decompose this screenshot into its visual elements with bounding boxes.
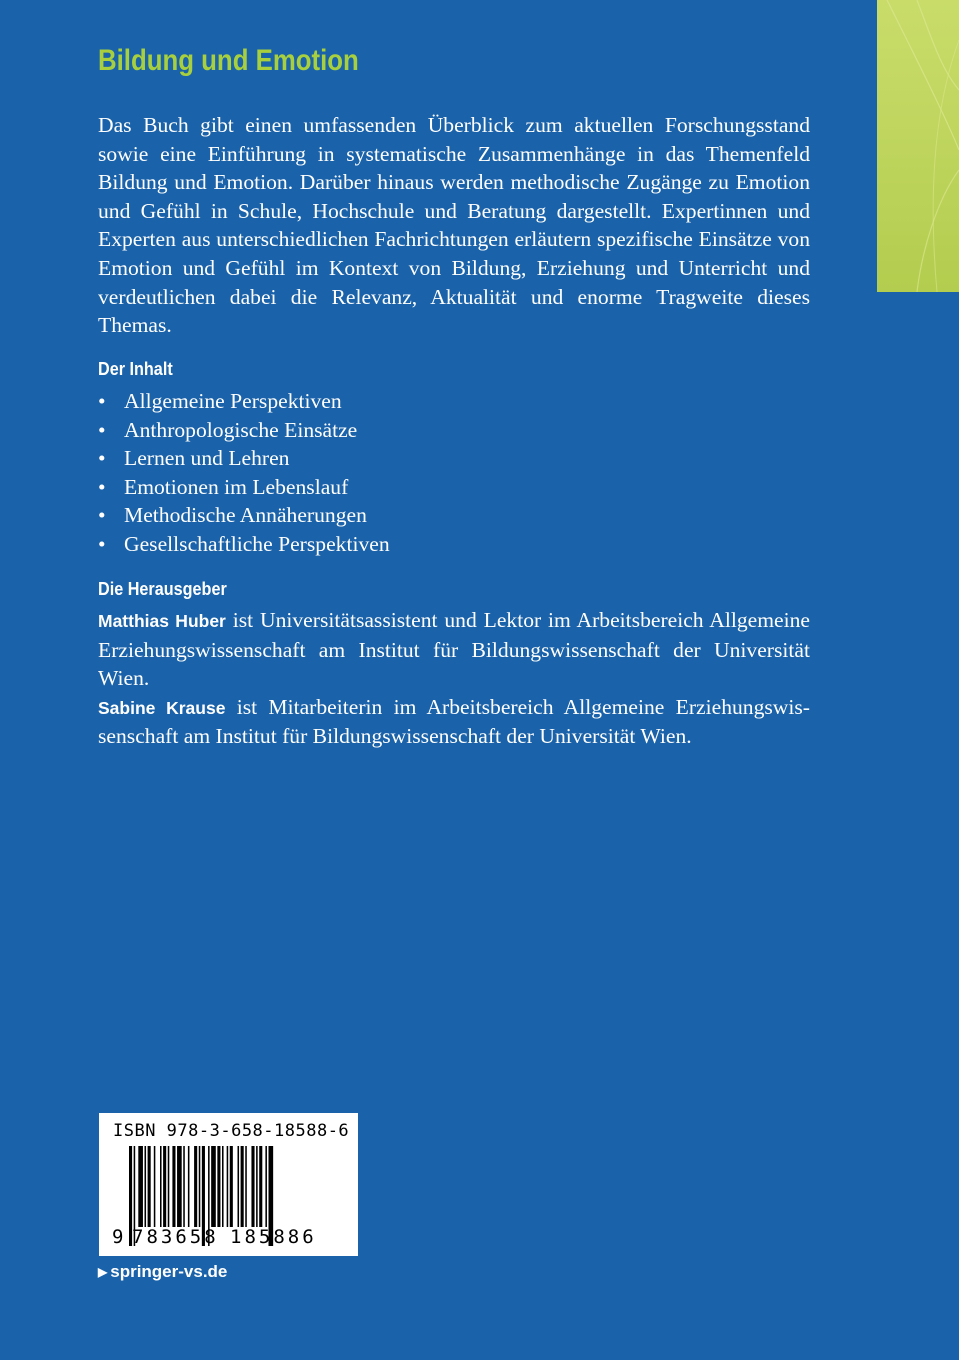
list-item-label: Lernen und Lehren — [124, 446, 290, 471]
bullet-icon: • — [98, 446, 106, 471]
bullet-icon: • — [98, 417, 106, 442]
barcode-right-digits: 185886 — [230, 1226, 317, 1248]
editors-section — [98, 606, 810, 751]
list-item-label: Anthropologische Einsätze — [124, 417, 358, 442]
list-item — [98, 501, 390, 530]
list-item-label: Methodische Annäherungen — [124, 503, 367, 528]
editor-name: Matthias Huber — [98, 611, 226, 631]
editor-name: Sabine Krause — [98, 697, 226, 718]
editors-heading: Die Herausgeber — [98, 579, 227, 599]
bullet-icon: • — [98, 389, 106, 413]
list-item-label: Allgemeine Perspektiven — [124, 389, 342, 413]
bullet-icon: • — [98, 503, 106, 528]
book-description: Das Buch gibt einen umfassenden Überblick zum aktuellen Forschungsstand sowie eine Einführung in systematische Zusammenhänge in das Themenfeld Bildung und Emotion. Darüber hinaus werden methodische Zugänge zu Emotion und Gefühl in Schule, Hochschule und Beratung dargestellt. Expertinnen und Experten aus unterschiedlichen Fachrichtungen erläutern spezifische Einsätze von Emotion und Gefühl im Kontext von Bildung, Erziehung und Unterricht und verdeutlichen dabei die Relevanz, Aktualität und enorme Tragweite dieses Themas. — [98, 113, 810, 338]
list-item — [98, 416, 390, 445]
book-title: Bildung und Emotion — [98, 44, 359, 77]
list-item — [98, 387, 390, 416]
bullet-icon: • — [98, 474, 106, 499]
publisher-link[interactable] — [98, 1262, 227, 1282]
bullet-icon: • — [98, 531, 106, 556]
arrow-right-icon: ▶ — [98, 1265, 108, 1279]
list-item — [98, 473, 390, 502]
list-item-label: Emotionen im Lebenslauf — [124, 474, 349, 499]
isbn-barcode — [99, 1113, 358, 1256]
list-item-label: Gesellschaftliche Perspektiven — [124, 531, 390, 556]
list-item — [98, 444, 390, 473]
website-label: springer-vs.de — [110, 1262, 228, 1281]
isbn-label: ISBN 978-3-658-18588-6 — [113, 1121, 350, 1141]
barcode-left-digits: 783658 — [132, 1226, 219, 1248]
contents-heading: Der Inhalt — [98, 359, 173, 379]
barcode-lead-digit: 9 — [112, 1226, 124, 1248]
editor-entry — [98, 606, 810, 693]
decorative-green-strip — [877, 0, 959, 292]
contents-list — [98, 387, 390, 559]
editor-bio: ist Universitätsassistent und Lektor im Arbeitsbereich Allgemeine Erziehungswissenschaft am Institut für Bildungswissenschaft der Universität Wien. — [98, 608, 811, 691]
editor-bio: ist Mitarbeiterin im Arbeitsbereich Allgemeine Erziehungswissenschaft am Institut für Bildungswissenschaft der Universität Wien. — [98, 694, 810, 749]
list-item — [98, 530, 390, 559]
editor-entry — [98, 693, 810, 751]
